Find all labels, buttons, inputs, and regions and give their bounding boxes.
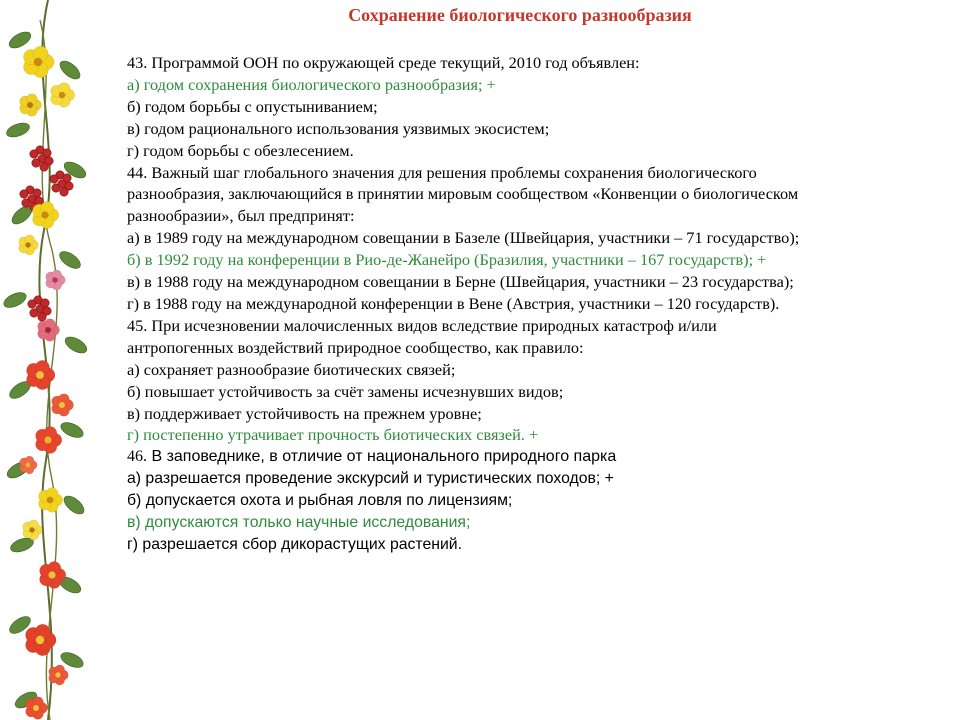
answer-44-c: в) в 1988 году на международном совещании в Берне (Швейцария, участники – 23 государства); — [127, 272, 794, 292]
answer-44-b: б) в 1992 году на конференции в Рио-де-Жанейро (Бразилия, участники – 167 государств); + — [127, 250, 767, 270]
answer-46-b: б) допускается охота и рыбная ловля по лицензиям; — [127, 492, 513, 510]
question-46-text: В заповеднике, в отличие от национального природного парка — [147, 448, 617, 466]
answer-45-b: б) повышает устойчивость за счёт замены исчезнувших видов; — [127, 381, 564, 401]
answer-44-a: а) в 1989 году на международном совещании в Базеле (Швейцария, участники – 71 государство); — [127, 228, 800, 248]
question-45-line2: антропогенных воздействий природное сообщество, как правило: — [127, 337, 584, 357]
answer-43-a: а) годом сохранения биологического разнообразия; + — [127, 74, 496, 94]
answer-43-b: б) годом борьбы с опустыниванием; — [127, 96, 378, 116]
question-46-number: 46. — [127, 448, 147, 466]
answer-45-d: г) постепенно утрачивает прочность биотических связей. + — [127, 425, 539, 445]
question-46 — [127, 446, 917, 468]
flower-vine-border — [0, 0, 100, 720]
page-title: Сохранение биологического разнообразия — [348, 5, 692, 25]
answer-43-d: г) годом борьбы с обезлесением. — [127, 140, 354, 160]
answer-43-c: в) годом рационального использования уязвимых экосистем; — [127, 118, 550, 138]
question-43: 43. Программой ООН по окружающей среде текущий, 2010 год объявлен: — [127, 53, 640, 72]
question-44-line2: разнообразия, заключающийся в принятии мировым сообществом «Конвенции о биологическом — [127, 184, 799, 204]
question-45-line1: 45. При исчезновении малочисленных видов вследствие природных катастроф и/или — [127, 315, 717, 335]
quiz-content — [127, 52, 917, 556]
answer-46-c: в) допускаются только научные исследования; — [127, 514, 471, 532]
answer-45-a: а) сохраняет разнообразие биотических связей; — [127, 359, 456, 379]
answer-46-d: г) разрешается сбор дикорастущих растений. — [127, 536, 463, 554]
answer-44-d: г) в 1988 году на международной конференции в Вене (Австрия, участники – 120 государств). — [127, 293, 780, 313]
question-44-line1: 44. Важный шаг глобального значения для решения проблемы сохранения биологического — [127, 162, 757, 182]
answer-46-a: а) разрешается проведение экскурсий и туристических походов; + — [127, 470, 614, 488]
answer-45-c: в) поддерживает устойчивость на прежнем уровне; — [127, 403, 482, 423]
question-44-line3: разнообразии», был предпринят: — [127, 206, 355, 226]
